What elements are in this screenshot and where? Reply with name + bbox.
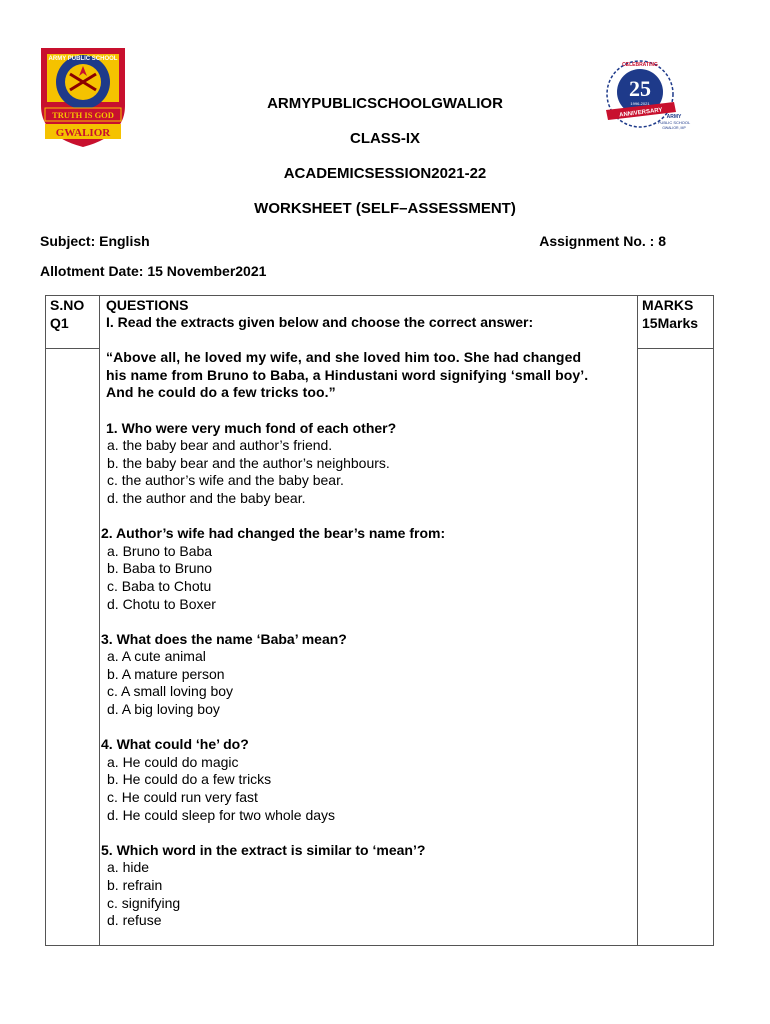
logo-motto: TRUTH IS GOD xyxy=(52,110,114,120)
sno-cell xyxy=(46,296,100,349)
table-header-row xyxy=(46,296,714,349)
instruction-text: I. Read the extracts given below and choose the correct answer: xyxy=(106,314,534,330)
extract-block xyxy=(100,349,637,402)
answer-option: b. refrain xyxy=(107,877,163,893)
subject-label: Subject: English xyxy=(40,233,150,249)
worksheet-title: WORKSHEET (SELF–ASSESSMENT) xyxy=(254,200,516,217)
answer-option: a. Bruno to Baba xyxy=(107,542,213,559)
question-block xyxy=(100,631,637,737)
extract-line: And he could do a few tricks too.” xyxy=(106,384,336,401)
badge-caption-2: PUBLIC SCHOOL xyxy=(657,120,691,125)
badge-ribbon-text: ANNIVERSARY xyxy=(618,107,663,119)
badge-caption-3: GWALIOR, MP xyxy=(662,126,686,130)
question-list xyxy=(100,420,637,930)
answer-option: b. Baba to Bruno xyxy=(107,560,213,577)
worksheet-table xyxy=(45,295,714,946)
badge-top-text: CELEBRATING xyxy=(622,62,658,68)
question-text: 1. Who were very much fond of each other? xyxy=(106,419,397,436)
header-sno: S.NO xyxy=(50,297,85,313)
badge-caption-1: ARMY xyxy=(666,114,682,120)
extract-line: “Above all, he loved my wife, and she loved him too. She had changed xyxy=(106,349,582,366)
marks-cell xyxy=(638,296,714,349)
row-marks: 15Marks xyxy=(642,315,699,331)
answer-option: d. He could sleep for two whole days xyxy=(107,806,336,823)
answer-option: d. the author and the baby bear. xyxy=(107,489,306,506)
answer-option: a. A cute animal xyxy=(107,648,206,665)
session-title: ACADEMICSESSION2021-22 xyxy=(283,165,487,182)
answer-option: d. refuse xyxy=(107,912,162,929)
badge-sub: 1996-2021 xyxy=(630,101,650,106)
badge-number: 25 xyxy=(629,76,651,101)
questions-cell xyxy=(100,296,638,946)
answer-option: d. A big loving boy xyxy=(107,701,220,718)
answer-option: c. Baba to Chotu xyxy=(107,577,212,594)
answer-option: a. the baby bear and author’s friend. xyxy=(107,437,333,454)
marks-cell-body xyxy=(638,349,714,946)
question-block xyxy=(100,525,637,631)
question-block xyxy=(100,736,637,842)
sno-cell-body xyxy=(46,349,100,946)
question-text: 2. Author’s wife had changed the bear’s name from: xyxy=(101,525,446,542)
logo-arc-text: ARMY PUBLIC SCHOOL xyxy=(48,56,118,62)
extract-line: his name from Bruno to Baba, a Hindustani word signifying ‘small boy’. xyxy=(106,366,589,383)
header-questions: QUESTIONS xyxy=(106,297,189,313)
allotment-date: Allotment Date: 15 November2021 xyxy=(40,263,267,279)
class-title: CLASS-IX xyxy=(349,130,420,147)
answer-option: c. A small loving boy xyxy=(107,683,234,700)
answer-option: a. He could do magic xyxy=(107,753,239,770)
row-sno: Q1 xyxy=(50,315,69,331)
question-block xyxy=(100,420,637,526)
answer-option: c. He could run very fast xyxy=(107,789,258,806)
answer-option: b. the baby bear and the author’s neighbours. xyxy=(107,454,390,471)
question-block xyxy=(100,842,637,930)
school-name: ARMYPUBLICSCHOOLGWALIOR xyxy=(267,95,503,112)
logo-city: GWALIOR xyxy=(55,127,111,139)
question-text: 5. Which word in the extract is similar to ‘mean’? xyxy=(101,841,426,858)
answer-option: b. He could do a few tricks xyxy=(107,771,272,788)
answer-option: c. signifying xyxy=(107,894,181,911)
question-text: 3. What does the name ‘Baba’ mean? xyxy=(101,630,347,647)
question-text: 4. What could ‘he’ do? xyxy=(101,736,249,753)
answer-option: c. the author’s wife and the baby bear. xyxy=(107,472,344,489)
answer-option: d. Chotu to Boxer xyxy=(107,595,216,612)
answer-option: b. A mature person xyxy=(107,665,225,682)
assignment-label: Assignment No. : 8 xyxy=(539,233,666,249)
header-marks: MARKS xyxy=(642,297,694,313)
answer-option: a. hide xyxy=(107,859,150,876)
